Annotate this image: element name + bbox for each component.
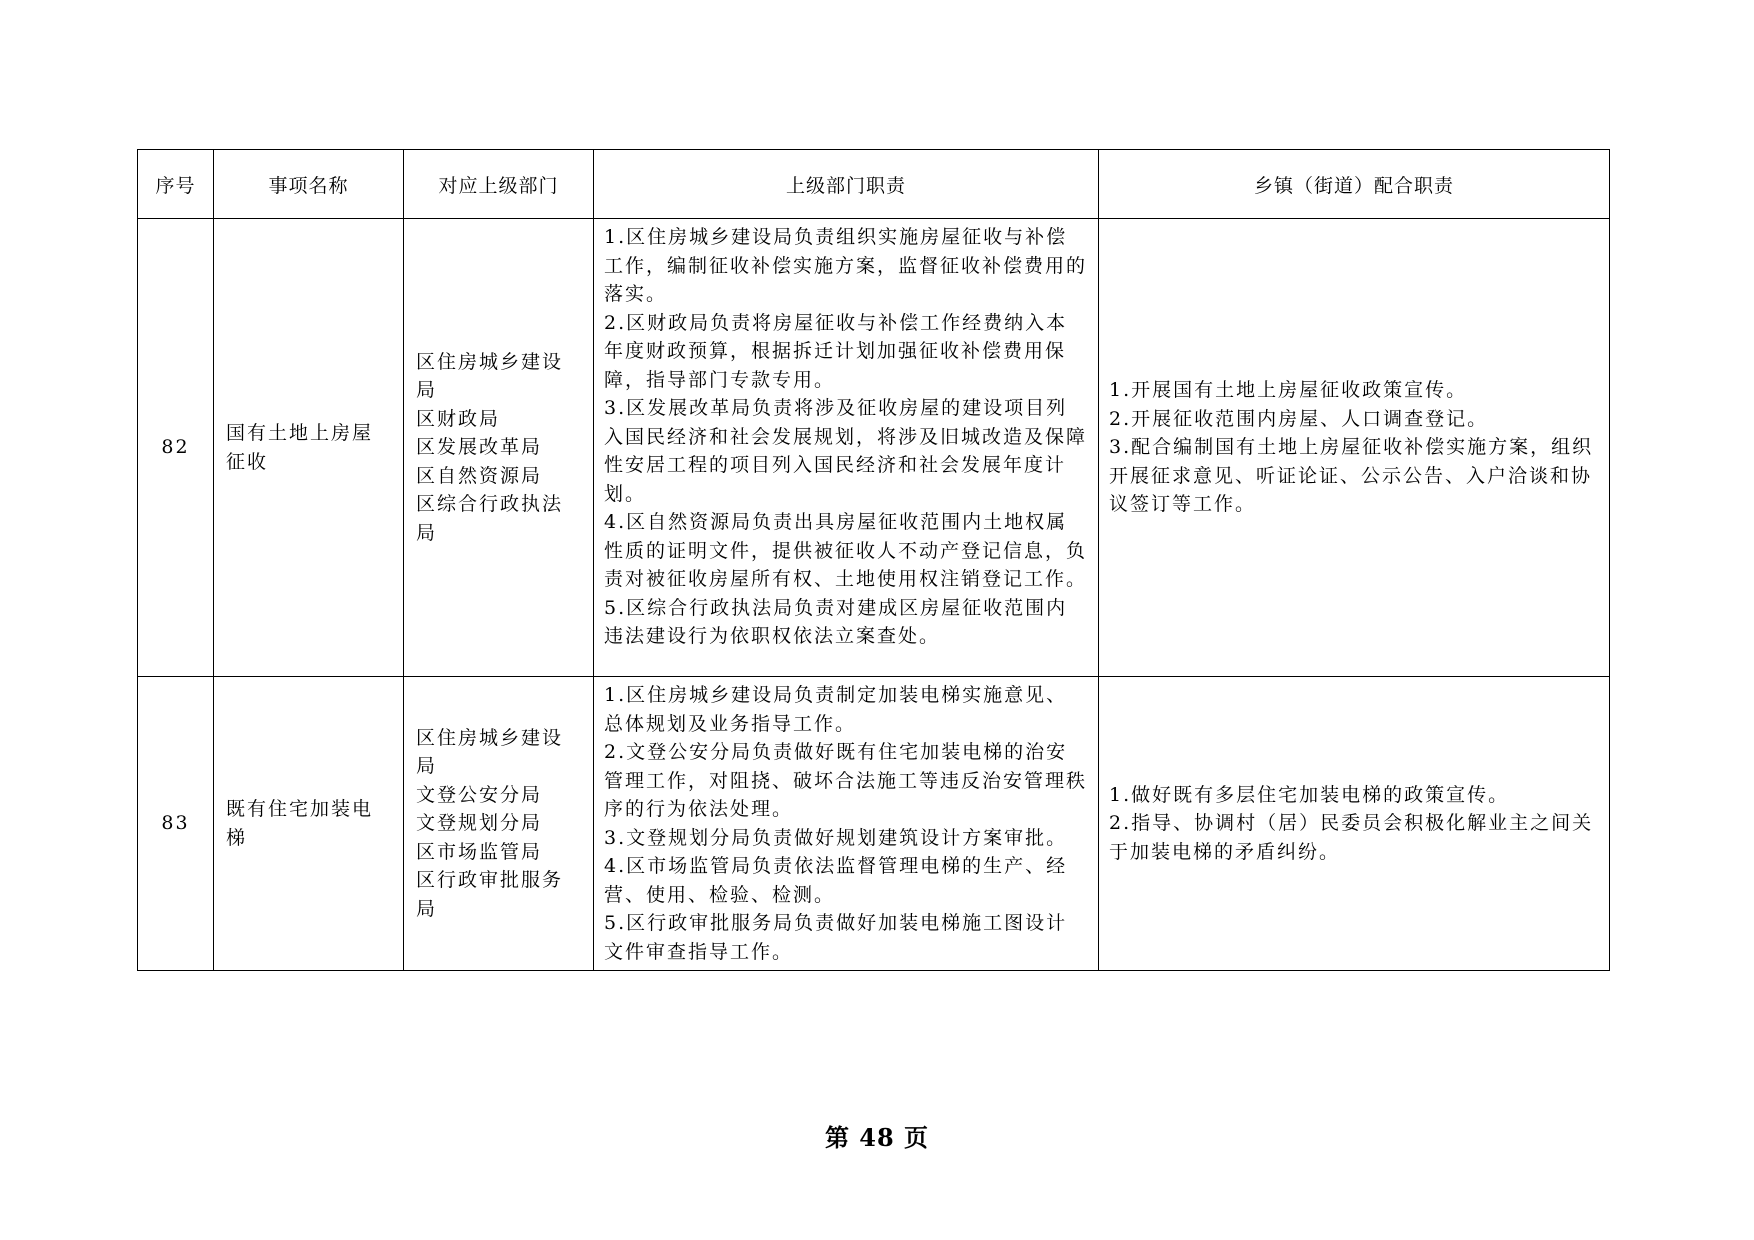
duty-item: 1.区住房城乡建设局负责组织实施房屋征收与补偿工作，编制征收补偿实施方案，监督征收补偿费用的落实。 — [604, 226, 1088, 305]
table-row — [138, 219, 1610, 677]
row-township-cooperation — [1099, 219, 1610, 677]
header-seq: 序号 — [138, 150, 214, 219]
row-superior-duties — [594, 219, 1099, 677]
table-row — [138, 677, 1610, 971]
header-superior-department: 对应上级部门 — [404, 150, 594, 219]
row-departments — [404, 219, 594, 677]
row-superior-duties — [594, 677, 1099, 971]
cooperation-item: 1.开展国有土地上房屋征收政策宣传。 — [1109, 379, 1468, 402]
row-departments — [404, 677, 594, 971]
header-township-cooperation: 乡镇（街道）配合职责 — [1099, 150, 1610, 219]
row-item-name: 既有住宅加装电梯 — [214, 677, 404, 971]
duty-item: 4.区市场监管局负责依法监督管理电梯的生产、经营、使用、检验、检测。 — [604, 855, 1068, 906]
department-line: 区自然资源局 — [416, 464, 543, 487]
row-township-cooperation — [1099, 677, 1610, 971]
responsibility-table — [137, 149, 1610, 971]
page-number: 第 48 页 — [824, 1123, 930, 1152]
department-line: 区市场监管局 — [416, 840, 543, 863]
department-line: 区财政局 — [416, 407, 501, 430]
duty-item: 5.区综合行政执法局负责对建成区房屋征收范围内违法建设行为依职权依法立案查处。 — [604, 596, 1068, 647]
department-line: 文登公安分局 — [416, 783, 543, 806]
row-seq: 82 — [138, 219, 214, 677]
duty-item: 2.文登公安分局负责做好既有住宅加装电梯的治安管理工作，对阻挠、破坏合法施工等违反治安管理秩序的行为依法处理。 — [604, 741, 1088, 820]
duty-item: 4.区自然资源局负责出具房屋征收范围内土地权属性质的证明文件，提供被征收人不动产登记信息，负责对被征收房屋所有权、土地使用权注销登记工作。 — [604, 511, 1088, 590]
duty-item: 3.区发展改革局负责将涉及征收房屋的建设项目列入国民经济和社会发展规划，将涉及旧城改造及保障性安居工程的项目列入国民经济和社会发展年度计划。 — [604, 397, 1088, 505]
department-line: 区住房城乡建设局 — [416, 350, 564, 402]
duty-item: 2.区财政局负责将房屋征收与补偿工作经费纳入本年度财政预算，根据拆迁计划加强征收补偿费用保障，指导部门专款专用。 — [604, 311, 1068, 391]
department-line: 区发展改革局 — [416, 436, 543, 459]
cooperation-item: 2.开展征收范围内房屋、人口调查登记。 — [1109, 407, 1489, 430]
department-line: 区行政审批服务局 — [416, 869, 564, 920]
duty-item: 5.区行政审批服务局负责做好加装电梯施工图设计文件审查指导工作。 — [604, 912, 1068, 963]
department-line: 区综合行政执法局 — [416, 493, 564, 544]
department-line: 区住房城乡建设局 — [416, 726, 564, 778]
cooperation-item: 2.指导、协调村（居）民委员会积极化解业主之间关于加装电梯的矛盾纠纷。 — [1109, 812, 1594, 863]
duty-item: 1.区住房城乡建设局负责制定加装电梯实施意见、总体规划及业务指导工作。 — [604, 684, 1068, 735]
duty-item: 3.文登规划分局负责做好规划建筑设计方案审批。 — [604, 826, 1068, 849]
cooperation-item: 3.配合编制国有土地上房屋征收补偿实施方案，组织开展征求意见、听证论证、公示公告、入户洽谈和协议签订等工作。 — [1109, 436, 1594, 516]
header-superior-duties: 上级部门职责 — [594, 150, 1099, 219]
row-item-name: 国有土地上房屋征收 — [214, 219, 404, 677]
department-line: 文登规划分局 — [416, 812, 543, 835]
row-seq: 83 — [138, 677, 214, 971]
table-header-row — [138, 150, 1610, 219]
header-item-name: 事项名称 — [214, 150, 404, 219]
cooperation-item: 1.做好既有多层住宅加装电梯的政策宣传。 — [1109, 783, 1510, 806]
